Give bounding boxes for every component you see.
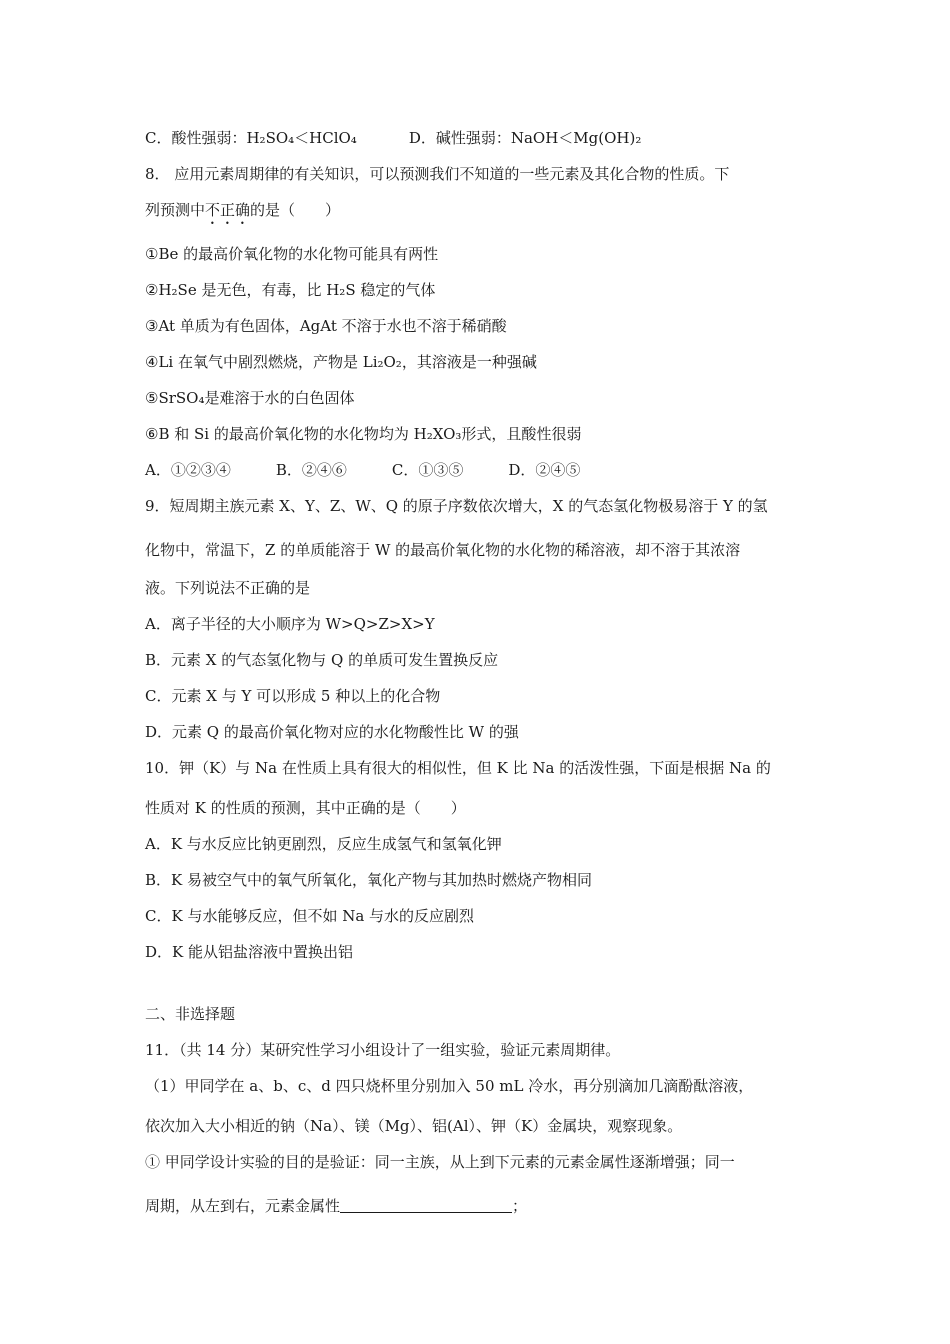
q9-option-d: D．元素 Q 的最高价氧化物对应的水化物酸性比 W 的强 — [145, 723, 519, 741]
emphasis-not-correct: 不正确 — [205, 201, 251, 219]
q7-option-c: C．酸性强弱：H₂SO₄＜HClO₄ — [145, 129, 357, 147]
q8-item-6: ⑥B 和 Si 的最高价氧化物的水化物均为 H₂XO₃形式，且酸性很弱 — [145, 425, 582, 443]
q7-option-d: D．碱性强弱：NaOH＜Mg(OH)₂ — [408, 129, 642, 147]
q9-option-c: C．元素 X 与 Y 可以形成 5 种以上的化合物 — [145, 687, 441, 705]
q8-stem-line1: 8． 应用元素周期律的有关知识，可以预测我们不知道的一些元素及其化合物的性质。下 — [145, 165, 730, 183]
section-title-non-choice: 二、非选择题 — [145, 1005, 236, 1023]
q8-stem2-post: 的是（ ） — [250, 201, 341, 219]
q8-item-5: ⑤SrSO₄是难溶于水的白色固体 — [145, 389, 355, 407]
q10-stem-line1: 10．钾（K）与 Na 在性质上具有很大的相似性，但 K 比 Na 的活泼性强，下面是根据 Na 的 — [145, 759, 771, 777]
q9-stem-line1: 9．短周期主族元素 X、Y、Z、W、Q 的原子序数依次增大，X 的气态氢化物极易溶于 Y 的氢 — [145, 497, 768, 515]
q8-item-4: ④Li 在氧气中剧烈燃烧，产物是 Li₂O₂，其溶液是一种强碱 — [145, 353, 537, 371]
q10-stem-line2: 性质对 K 的性质的预测，其中正确的是（ ） — [145, 799, 466, 817]
q11-part2-line2-pre: 周期，从左到右，元素金属性 — [145, 1197, 341, 1215]
q10-option-a: A．K 与水反应比钠更剧烈，反应生成氢气和氢氧化钾 — [145, 835, 502, 853]
q8-item-3: ③At 单质为有色固体，AgAt 不溶于水也不溶于稀硝酸 — [145, 317, 507, 335]
q9-option-b: B．元素 X 的气态氢化物与 Q 的单质可发生置换反应 — [145, 651, 499, 669]
q8-stem-line2 — [145, 200, 340, 228]
q11-part2-line2 — [145, 1196, 527, 1216]
q9-stem-line3: 液。下列说法不正确的是 — [145, 579, 311, 597]
q10-option-c: C．K 与水能够反应，但不如 Na 与水的反应剧烈 — [145, 907, 475, 925]
q8-stem2-pre: 列预测中 — [145, 201, 206, 219]
answer-blank[interactable] — [340, 1198, 512, 1213]
q9-option-a: A．离子半径的大小顺序为 W>Q>Z>X>Y — [145, 615, 435, 633]
q11-part1-line2: 依次加入大小相近的钠（Na）、镁（Mg）、铝(Al）、钾（K）金属块，观察现象。 — [145, 1117, 683, 1135]
q10-option-b: B．K 易被空气中的氧气所氧化，氧化产物与其加热时燃烧产物相同 — [145, 871, 593, 889]
q11-part2-line2-post: ； — [512, 1197, 528, 1215]
q9-stem-line2: 化物中，常温下，Z 的单质能溶于 W 的最高价氧化物的水化物的稀溶液，却不溶于其浓溶 — [145, 541, 741, 559]
q7-options-line — [145, 128, 641, 148]
q11-part2-line1: ① 甲同学设计实验的目的是验证：同一主族，从上到下元素的元素金属性逐渐增强；同一 — [145, 1153, 735, 1171]
q11-part1-line1: （1）甲同学在 a、b、c、d 四只烧杯里分别加入 50 mL 冷水，再分别滴加几滴酚酞溶液， — [145, 1077, 754, 1095]
q8-item-1: ①Be 的最高价氧化物的水化物可能具有两性 — [145, 245, 439, 263]
q8-options: A．①②③④ B．②④⑥ C．①③⑤ D．②④⑤ — [145, 461, 581, 479]
q8-item-2: ②H₂Se 是无色，有毒，比 H₂S 稳定的气体 — [145, 281, 436, 299]
q11-stem: 11．（共 14 分）某研究性学习小组设计了一组实验，验证元素周期律。 — [145, 1041, 621, 1059]
q10-option-d: D．K 能从铝盐溶液中置换出铝 — [145, 943, 354, 961]
